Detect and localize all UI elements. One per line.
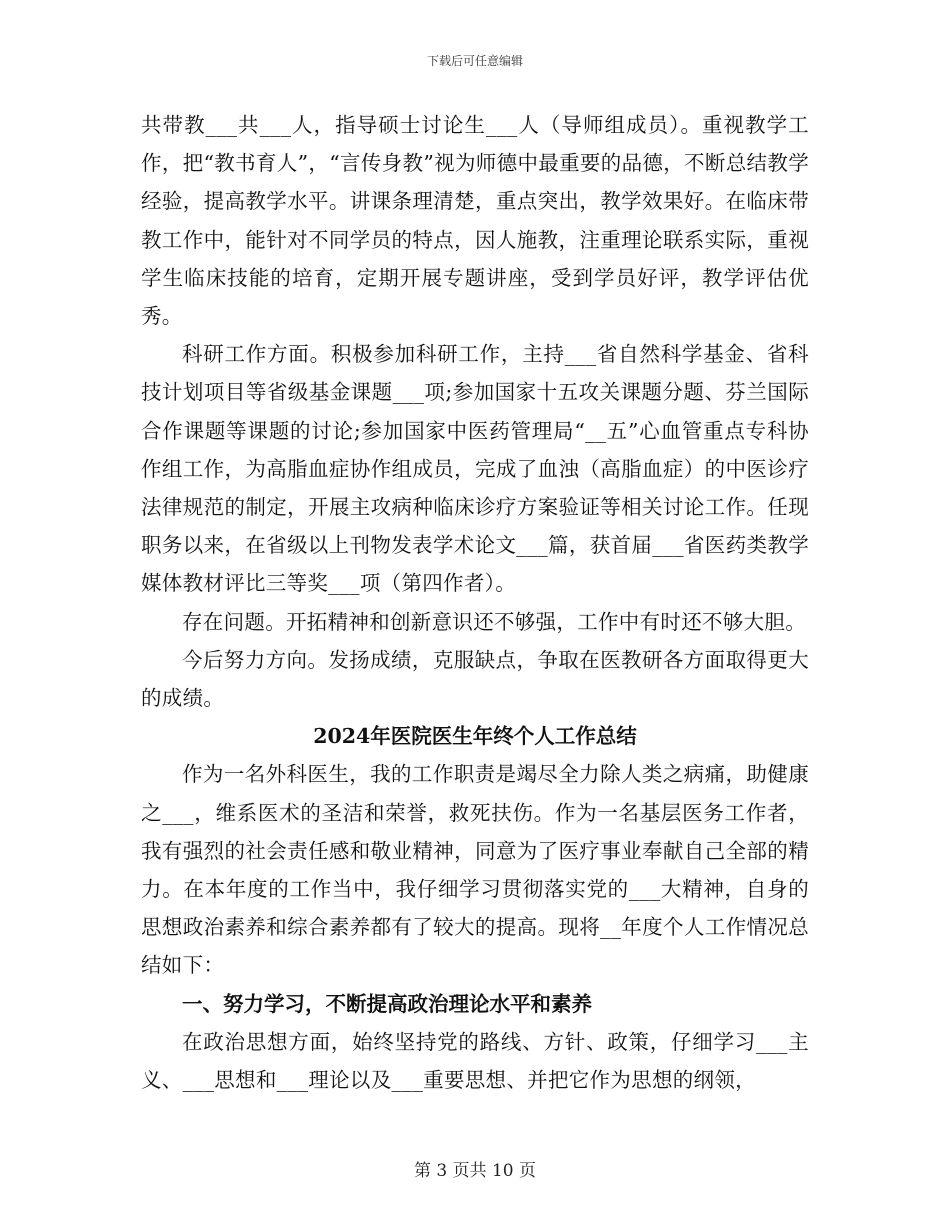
paragraph-problems: 存在问题。开拓精神和创新意识还不够强，工作中有时还不够大胆。 xyxy=(182,609,806,634)
page-number: 第 3 页共 10 页 xyxy=(413,1161,537,1181)
paragraph-teaching: 共带教___共___人，指导硕士讨论生___人（导师组成员）。重视教学工作，把“教书育人”，“言传身教”视为师德中最重要的品德，不断总结教学经验，提高教学水平。讲课条理清楚，重点突出，教学效果好。在临床带教工作中，能针对不同学员的特点，因人施教，注重理论联系实际，重视学生临床技能的培育，定期开展专题讲座，受到学员好评，教学评估优秀。 xyxy=(141,113,809,329)
paragraph-intro: 作为一名外科医生，我的工作职责是竭尽全力除人类之病痛，助健康之___，维系医术的圣洁和荣誉，救死扶伤。作为一名基层医务工作者，我有强烈的社会责任感和敬业精神，同意为了医疗事业奉献自己全部的精力。在本年度的工作当中，我仔细学习贯彻落实党的___大精神，自身的思想政治素养和综合素养都有了较大的提高。现将__年度个人工作情况总结如下： xyxy=(141,762,809,978)
section-title: 2024年医院医生年终个人工作总结 xyxy=(313,724,637,749)
paragraph-future-direction: 今后努力方向。发扬成绩，克服缺点，争取在医教研各方面取得更大的成绩。 xyxy=(141,647,809,711)
paragraph-research: 科研工作方面。积极参加科研工作，主持___省自然科学基金、省科技计划项目等省级基金课题___项;参加国家十五攻关课题分题、芬兰国际合作课题等课题的讨论;参加国家中医药管理局“__五”心血管重点专科协作组工作，为高脂血症协作组成员，完成了血浊（高脂血症）的中医诊疗法律规范的制定，开展主攻病种临床诊疗方案验证等相关讨论工作。任现职务以来，在省级以上刊物发表学术论文___篇，获首届___省医药类教学媒体教材评比三等奖___项（第四作者）。 xyxy=(141,342,809,596)
section-heading-1: 一、努力学习，不断提高政治理论水平和素养 xyxy=(182,991,592,1016)
header-note: 下载后可任意编辑 xyxy=(426,54,523,68)
paragraph-politics: 在政治思想方面，始终坚持党的路线、方针、政策，仔细学习___主义、___思想和___理论以及___重要思想、并把它作为思想的纲领， xyxy=(141,1029,809,1093)
document-body xyxy=(141,106,809,1099)
